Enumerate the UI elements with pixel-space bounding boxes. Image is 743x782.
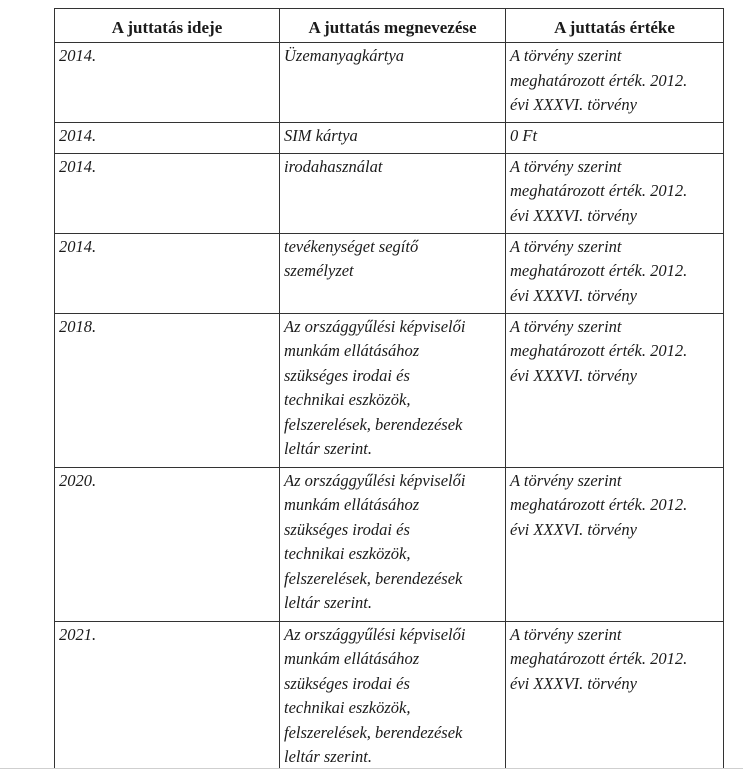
cell-benefit-name: [280, 467, 506, 621]
cell-benefit-time: [55, 467, 280, 621]
benefit-time-text: 2014.: [59, 46, 97, 65]
cell-benefit-time: [55, 123, 280, 154]
benefit-time-text: 2018.: [59, 316, 97, 336]
benefit-name-text: Üzemanyagkártya: [284, 46, 405, 65]
table-row: [55, 123, 724, 154]
benefit-time-text: 2014.: [59, 156, 97, 176]
benefit-name-text: Az országgyűlési képviselői munkám ellátásához szükséges irodai és technikai eszközök, felszerelések, berendezések leltár szerint.: [284, 624, 466, 766]
benefit-value-text: A törvény szerint meghatározott érték. 2012. évi XXXVI. törvény: [510, 156, 688, 225]
page-crop-divider: [0, 768, 743, 769]
header-benefit-name: A juttatás megnevezése: [280, 9, 506, 43]
table-row: [55, 621, 724, 775]
benefit-name-text: irodahasználat: [284, 156, 383, 176]
table-row: [55, 233, 724, 313]
benefit-value-text: A törvény szerint meghatározott érték. 2012. évi XXXVI. törvény: [510, 316, 688, 385]
table-row: [55, 467, 724, 621]
benefit-value-text: A törvény szerint meghatározott érték. 2012. évi XXXVI. törvény: [510, 470, 688, 539]
benefit-time-text: 2020.: [59, 470, 97, 490]
benefit-value-text: A törvény szerint meghatározott érték. 2012. évi XXXVI. törvény: [510, 236, 688, 305]
cell-benefit-value: [506, 233, 724, 313]
cell-benefit-name: [280, 621, 506, 775]
header-row: [55, 9, 724, 43]
table-row: [55, 43, 724, 123]
cell-benefit-value: [506, 621, 724, 775]
benefits-table: [54, 8, 724, 776]
cell-benefit-name: [280, 123, 506, 154]
cell-benefit-value: [506, 153, 724, 233]
cell-benefit-name: [280, 153, 506, 233]
cell-benefit-value: [506, 313, 724, 467]
cell-benefit-value: [506, 467, 724, 621]
cell-benefit-name: [280, 43, 506, 123]
cell-benefit-time: [55, 621, 280, 775]
cell-benefit-value: [506, 123, 724, 154]
benefit-name-text: tevékenységet segítő személyzet: [284, 236, 419, 280]
cell-benefit-time: [55, 43, 280, 123]
header-benefit-value: A juttatás értéke: [506, 9, 724, 43]
benefit-time-text: 2014.: [59, 126, 97, 145]
cell-benefit-value: [506, 43, 724, 123]
cell-benefit-time: [55, 233, 280, 313]
cell-benefit-time: [55, 153, 280, 233]
cell-benefit-name: [280, 233, 506, 313]
table-row: [55, 153, 724, 233]
table-header: [55, 9, 724, 43]
benefit-value-text: 0 Ft: [510, 126, 538, 145]
benefit-time-text: 2021.: [59, 624, 97, 644]
benefit-name-text: Az országgyűlési képviselői munkám ellátásához szükséges irodai és technikai eszközök, felszerelések, berendezések leltár szerint.: [284, 470, 466, 612]
benefit-name-text: SIM kártya: [284, 126, 358, 145]
benefit-value-text: A törvény szerint meghatározott érték. 2012. évi XXXVI. törvény: [510, 624, 688, 693]
benefit-name-text: Az országgyűlési képviselői munkám ellátásához szükséges irodai és technikai eszközök, felszerelések, berendezések leltár szerint.: [284, 316, 466, 458]
cell-benefit-name: [280, 313, 506, 467]
header-benefit-time: A juttatás ideje: [55, 9, 280, 43]
benefit-time-text: 2014.: [59, 236, 97, 256]
table-row: [55, 313, 724, 467]
page-crop-edge: [0, 768, 743, 782]
cell-benefit-time: [55, 313, 280, 467]
benefit-value-text: A törvény szerint meghatározott érték. 2012. évi XXXVI. törvény: [510, 46, 688, 114]
table-body: [55, 43, 724, 776]
